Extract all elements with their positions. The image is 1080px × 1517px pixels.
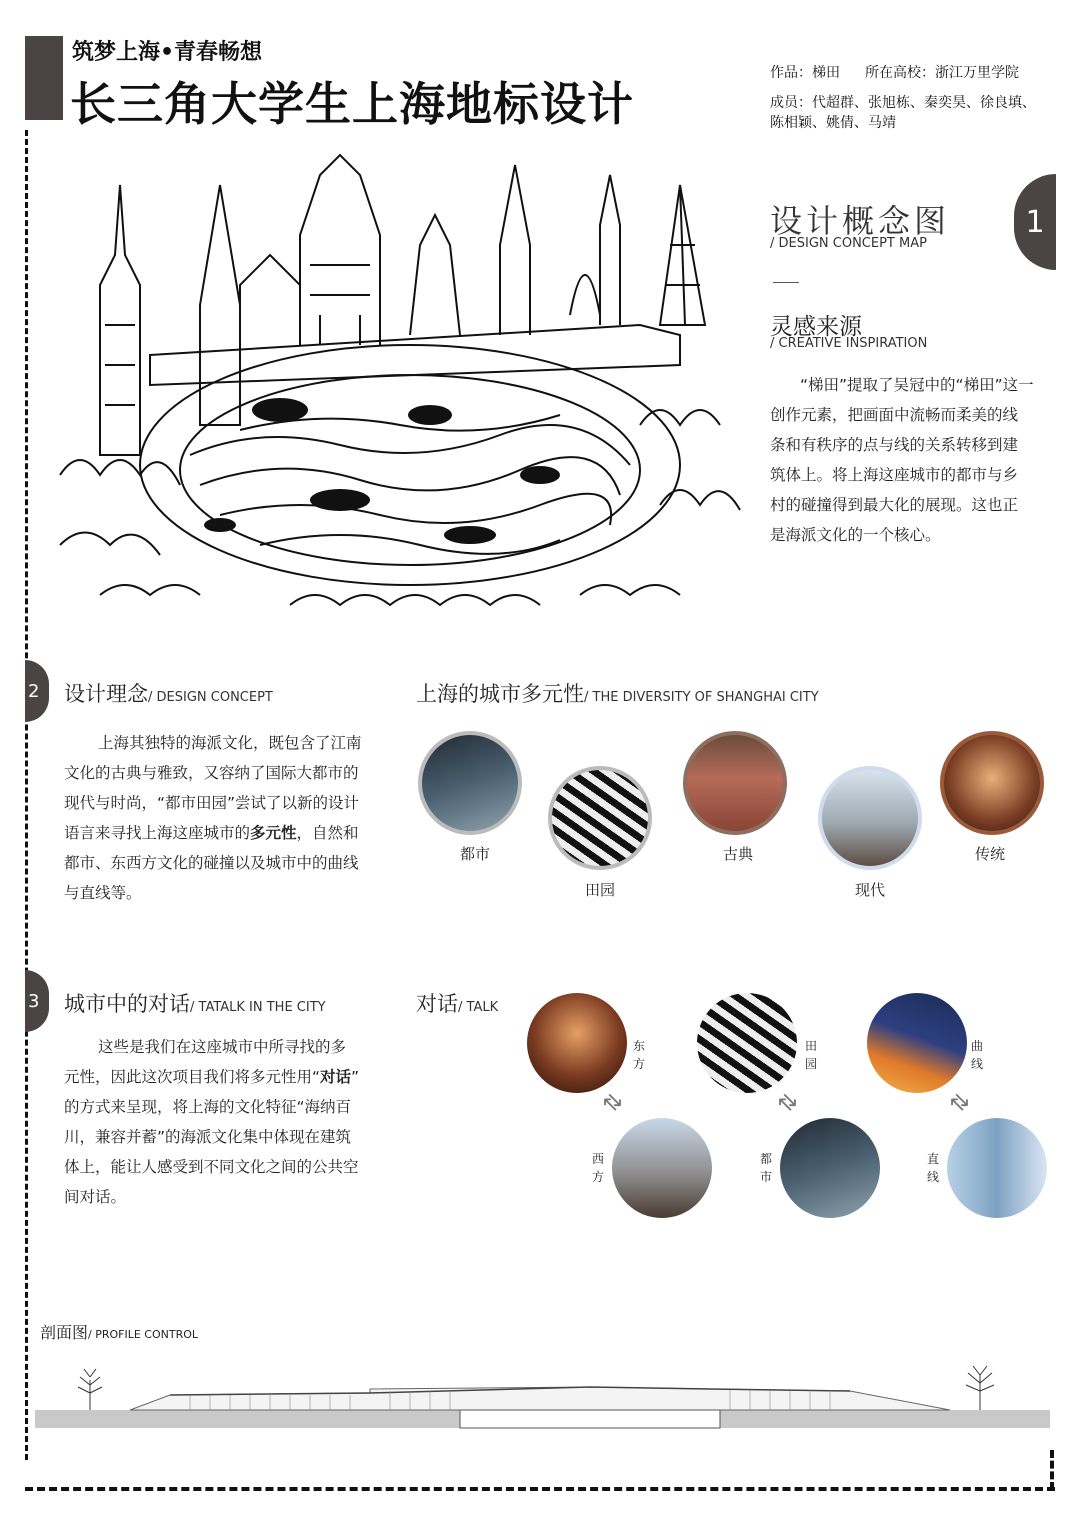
diversity-title	[416, 678, 819, 708]
label-city-talk: 都市	[759, 1152, 772, 1184]
work-name: 作品：梯田	[770, 65, 840, 81]
section-title-en: / DESIGN CONCEPT	[148, 690, 273, 705]
photo-city-talk	[780, 1118, 880, 1218]
section-title-en: / TATALK IN THE CITY	[190, 1000, 326, 1015]
text-span: 元性，因此这次项目我们将多元性用“	[64, 1068, 321, 1086]
exchange-arrow-icon: ⇄	[771, 1087, 803, 1118]
diversity-title-en: / THE DIVERSITY OF SHANGHAI CITY	[584, 690, 819, 705]
title-accent-bar	[25, 36, 63, 120]
para-line: 间对话。	[64, 1188, 127, 1206]
inspiration-title: 灵感来源	[770, 314, 862, 340]
page-title: 长三角大学生上海地标设计	[70, 77, 634, 131]
emphasis-text: 多元性	[250, 824, 297, 842]
section-title-en: / DESIGN CONCEPT MAP	[770, 236, 927, 251]
divider	[773, 282, 799, 283]
label-west: 西方	[591, 1152, 604, 1184]
label-city: 都市	[460, 845, 491, 863]
label-modern: 现代	[855, 881, 886, 899]
label-classical: 古典	[723, 845, 754, 863]
para-line: 现代与时尚，“都市田园”尝试了以新的设计	[64, 794, 360, 812]
section-title	[64, 988, 326, 1018]
school-name: 所在高校：浙江万里学院	[865, 65, 1019, 81]
exchange-arrow-icon: ⇄	[943, 1087, 975, 1118]
inspiration-paragraph	[770, 370, 1060, 550]
dashed-border-bottom	[25, 1487, 1055, 1491]
photo-city	[418, 731, 522, 835]
para-line: 这些是我们在这座城市中所寻找的多	[98, 1038, 347, 1056]
label-east: 东方	[632, 1039, 645, 1071]
para-line: 上海其独特的海派文化，既包含了江南	[98, 734, 362, 752]
para-line	[64, 818, 384, 848]
section-title-cn: 设计理念	[64, 682, 148, 706]
photo-curve	[867, 993, 967, 1093]
para-line: 川，兼容并蓄”的海派文化集中体现在建筑	[64, 1128, 352, 1146]
photo-straight	[947, 1118, 1047, 1218]
profile-title	[40, 1320, 198, 1343]
talk-title-en: / TALK	[458, 1000, 499, 1015]
label-pastoral: 田园	[585, 881, 616, 899]
para-line: 与直线等。	[64, 884, 142, 902]
photo-east	[527, 993, 627, 1093]
section-number-badge: 2	[25, 660, 49, 722]
emphasis-text: 对话	[320, 1068, 352, 1086]
photo-west	[612, 1118, 712, 1218]
members-line-2: 陈相颖、姚倩、马靖	[770, 115, 896, 131]
dialogue-paragraph	[64, 1032, 384, 1212]
para-line: 都市、东西方文化的碰撞以及城市中的曲线	[64, 854, 359, 872]
section-title	[64, 678, 273, 708]
section-title: 设计概念图	[770, 202, 951, 240]
exchange-arrow-icon: ⇄	[596, 1087, 628, 1118]
para-line: 筑体上。将上海这座城市的都市与乡	[770, 466, 1019, 484]
photo-modern	[818, 766, 922, 870]
inspiration-title-en: / CREATIVE INSPIRATION	[770, 336, 928, 351]
photo-pastoral	[548, 766, 652, 870]
section-title-cn: 城市中的对话	[64, 992, 190, 1016]
members-line-1: 成员：代超群、张旭栋、秦奕昊、徐良填、	[770, 95, 1036, 111]
label-straight: 直线	[926, 1152, 939, 1184]
para-line: 村的碰撞得到最大化的展现。这也正	[770, 496, 1019, 514]
text-span: ”	[351, 1068, 360, 1086]
para-line: 文化的古典与雅致，又容纳了国际大都市的	[64, 764, 359, 782]
para-line: 创作元素，把画面中流畅而柔美的线	[770, 406, 1019, 424]
para-line: 体上，能让人感受到不同文化之间的公共空	[64, 1158, 359, 1176]
para-line: 条和有秩序的点与线的关系转移到建	[770, 436, 1019, 454]
label-traditional: 传统	[975, 845, 1006, 863]
dashed-border-left	[25, 130, 28, 1460]
label-curve: 曲线	[970, 1039, 983, 1071]
para-line: “梯田”提取了吴冠中的“梯田”这一	[800, 376, 1034, 394]
talk-title-cn: 对话	[416, 992, 458, 1016]
kicker-text: 筑梦上海•青春畅想	[72, 40, 263, 65]
concept-sketch-illustration	[40, 125, 760, 625]
profile-title-en: / PROFILE CONTROL	[88, 1328, 199, 1341]
talk-title	[416, 988, 498, 1018]
para-line: 是海派文化的一个核心。	[770, 526, 941, 544]
profile-title-cn: 剖面图	[40, 1323, 89, 1342]
section-number-badge: 3	[25, 970, 49, 1032]
profile-section-drawing	[30, 1355, 1055, 1435]
photo-traditional	[940, 731, 1044, 835]
label-pastoral-talk: 田园	[804, 1039, 817, 1071]
para-line: 的方式来呈现，将上海的文化特征“海纳百	[64, 1098, 352, 1116]
photo-pastoral-talk	[697, 993, 797, 1093]
design-concept-paragraph	[64, 728, 384, 908]
section-number-badge: 1	[1014, 174, 1056, 270]
diversity-title-cn: 上海的城市多元性	[416, 682, 584, 706]
text-span: ，自然和	[296, 824, 359, 842]
dashed-border-right	[1050, 1450, 1054, 1490]
para-line	[64, 1062, 384, 1092]
text-span: 语言来寻找上海这座城市的	[64, 824, 251, 842]
photo-classical	[683, 731, 787, 835]
